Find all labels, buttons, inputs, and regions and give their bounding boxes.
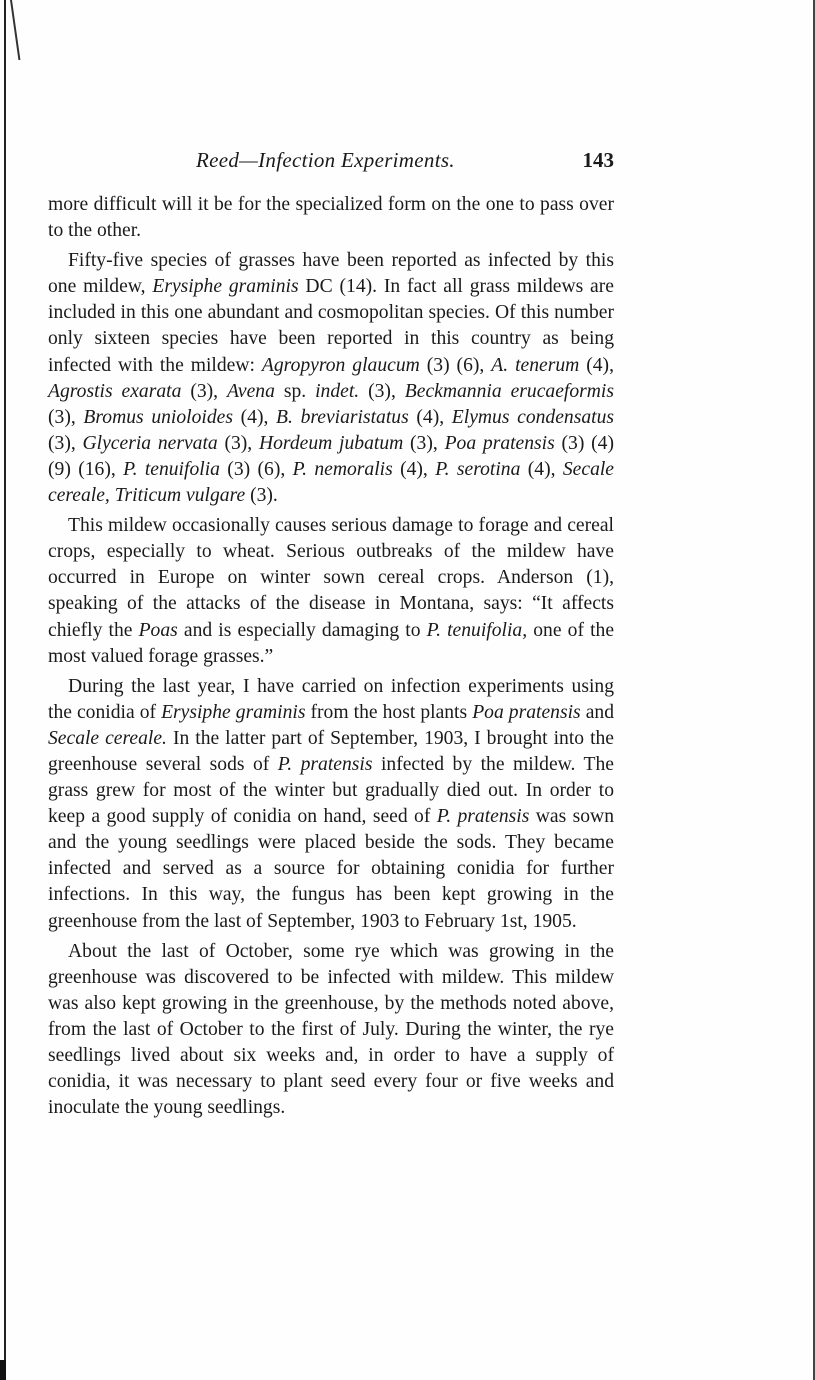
italic-term: Bromus unioloides xyxy=(83,406,233,428)
italic-term: Elymus condensatus xyxy=(451,406,615,428)
italic-term: B. breviaristatus xyxy=(276,406,409,428)
italic-term: Avena xyxy=(227,380,275,402)
text-run: was sown and the young seedlings were placed beside the sods. They became infected and served as a source for obtaining conidia for further infections. In this way, the fungus has been kept growing in the greenhouse from the last of September, 1903 to February 1st, 1905. xyxy=(48,806,615,932)
text-run: (4), xyxy=(232,406,277,428)
paragraph-species-list xyxy=(48,248,614,509)
text-run: Fifty-five species of grasses have been reported as infected by this one mildew, xyxy=(48,250,614,298)
paragraph-continued xyxy=(48,192,614,244)
text-run: (4), xyxy=(520,458,563,480)
text-run: (3) (6), xyxy=(419,354,492,376)
italic-term: Secale cereale, Triticum vulgare xyxy=(48,458,615,507)
text-run: (4), xyxy=(408,406,452,428)
paragraph-rye-mildew xyxy=(48,939,614,1122)
italic-term: Poa pratensis xyxy=(472,701,581,723)
text-run: (3), xyxy=(48,432,83,454)
italic-term: P. tenuifolia xyxy=(123,458,220,480)
paragraph-damage xyxy=(48,513,614,670)
text-run: (3), xyxy=(48,406,84,428)
text-run: About the last of October, some rye which was growing in the greenhouse was discovered to be infected with mildew. This mildew was also kept growing in the greenhouse, by the methods noted above, from the last of October to the first of July. During the winter, the rye seedlings lived about six weeks and, in order to have a supply of conidia, it was necessary to plant seed every four or five weeks and inoculate the young seedlings. xyxy=(48,940,614,1119)
page-number: 143 xyxy=(582,148,614,172)
body-text xyxy=(48,192,614,1125)
text-run: This mildew occasionally causes serious damage to forage and cereal crops, especially to wheat. Serious outbreaks of the mildew have occurred in Europe on winter sown cereal crops. Anderson (1), speaking of the attacks of the disease in Montana, says: “It affects chiefly the xyxy=(48,515,614,641)
italic-term: Hordeum jubatum xyxy=(258,432,404,454)
text-run: more difficult will it be for the specialized form on the one to pass over to the other. xyxy=(48,194,614,242)
text-run: (3), xyxy=(181,380,228,402)
page-left-edge xyxy=(4,0,6,1380)
italic-term: A. tenerum xyxy=(491,354,580,376)
text-run: and xyxy=(580,701,614,723)
italic-term: Agrostis exarata xyxy=(48,380,182,402)
text-run: (3), xyxy=(403,432,445,454)
italic-term: P. pratensis xyxy=(436,806,530,828)
text-run: DC (14). In fact all grass mildews are included in this one abundant and cosmopolitan species. Of this number only sixteen species have been reported in this country as being infected with the mildew: xyxy=(48,276,614,376)
page-bottom-corner xyxy=(0,1360,6,1380)
italic-term: indet. xyxy=(315,380,360,402)
text-run: infected by the mildew. The grass grew for most of the winter but gradually died out. In order to keep a good supply of conidia on hand, seed of xyxy=(48,753,614,828)
italic-term: P. tenuifolia, xyxy=(426,619,528,641)
italic-term: Beckmannia erucaeformis xyxy=(404,380,614,402)
text-run: (3), xyxy=(217,432,259,454)
text-run: (4), xyxy=(392,458,436,480)
text-run: (3). xyxy=(245,485,278,507)
text-run: In the latter part of September, 1903, I brought into the greenhouse several sods of xyxy=(48,727,615,775)
text-run: (4), xyxy=(579,354,614,376)
running-title: Reed—Infection Experiments. xyxy=(196,148,455,172)
italic-term: Poas xyxy=(138,619,178,641)
paragraph-experiments xyxy=(48,674,614,935)
italic-term: Poa pratensis xyxy=(444,432,555,454)
text-run: one of the most valued forage grasses.” xyxy=(48,619,615,667)
italic-term: P. nemoralis xyxy=(292,458,393,480)
text-run: (3) (6), xyxy=(219,458,293,480)
running-head xyxy=(48,148,614,176)
italic-term: Glyceria nervata xyxy=(82,432,218,454)
italic-term: P. pratensis xyxy=(277,753,373,775)
italic-term: Erysiphe graminis xyxy=(152,276,299,298)
italic-term: P. serotina xyxy=(435,458,521,480)
italic-term: Secale cereale. xyxy=(48,727,167,749)
text-run: During the last year, I have carried on infection experiments using the conidia of xyxy=(48,675,614,723)
text-run: sp. xyxy=(274,380,316,402)
text-run: (3), xyxy=(359,380,405,402)
text-run: (3) (4) (9) (16), xyxy=(48,432,614,480)
text-run: and is especially damaging to xyxy=(177,619,427,641)
text-run: from the host plants xyxy=(305,701,473,723)
italic-term: Agropyron glaucum xyxy=(261,354,420,376)
italic-term: Erysiphe graminis xyxy=(161,701,306,723)
